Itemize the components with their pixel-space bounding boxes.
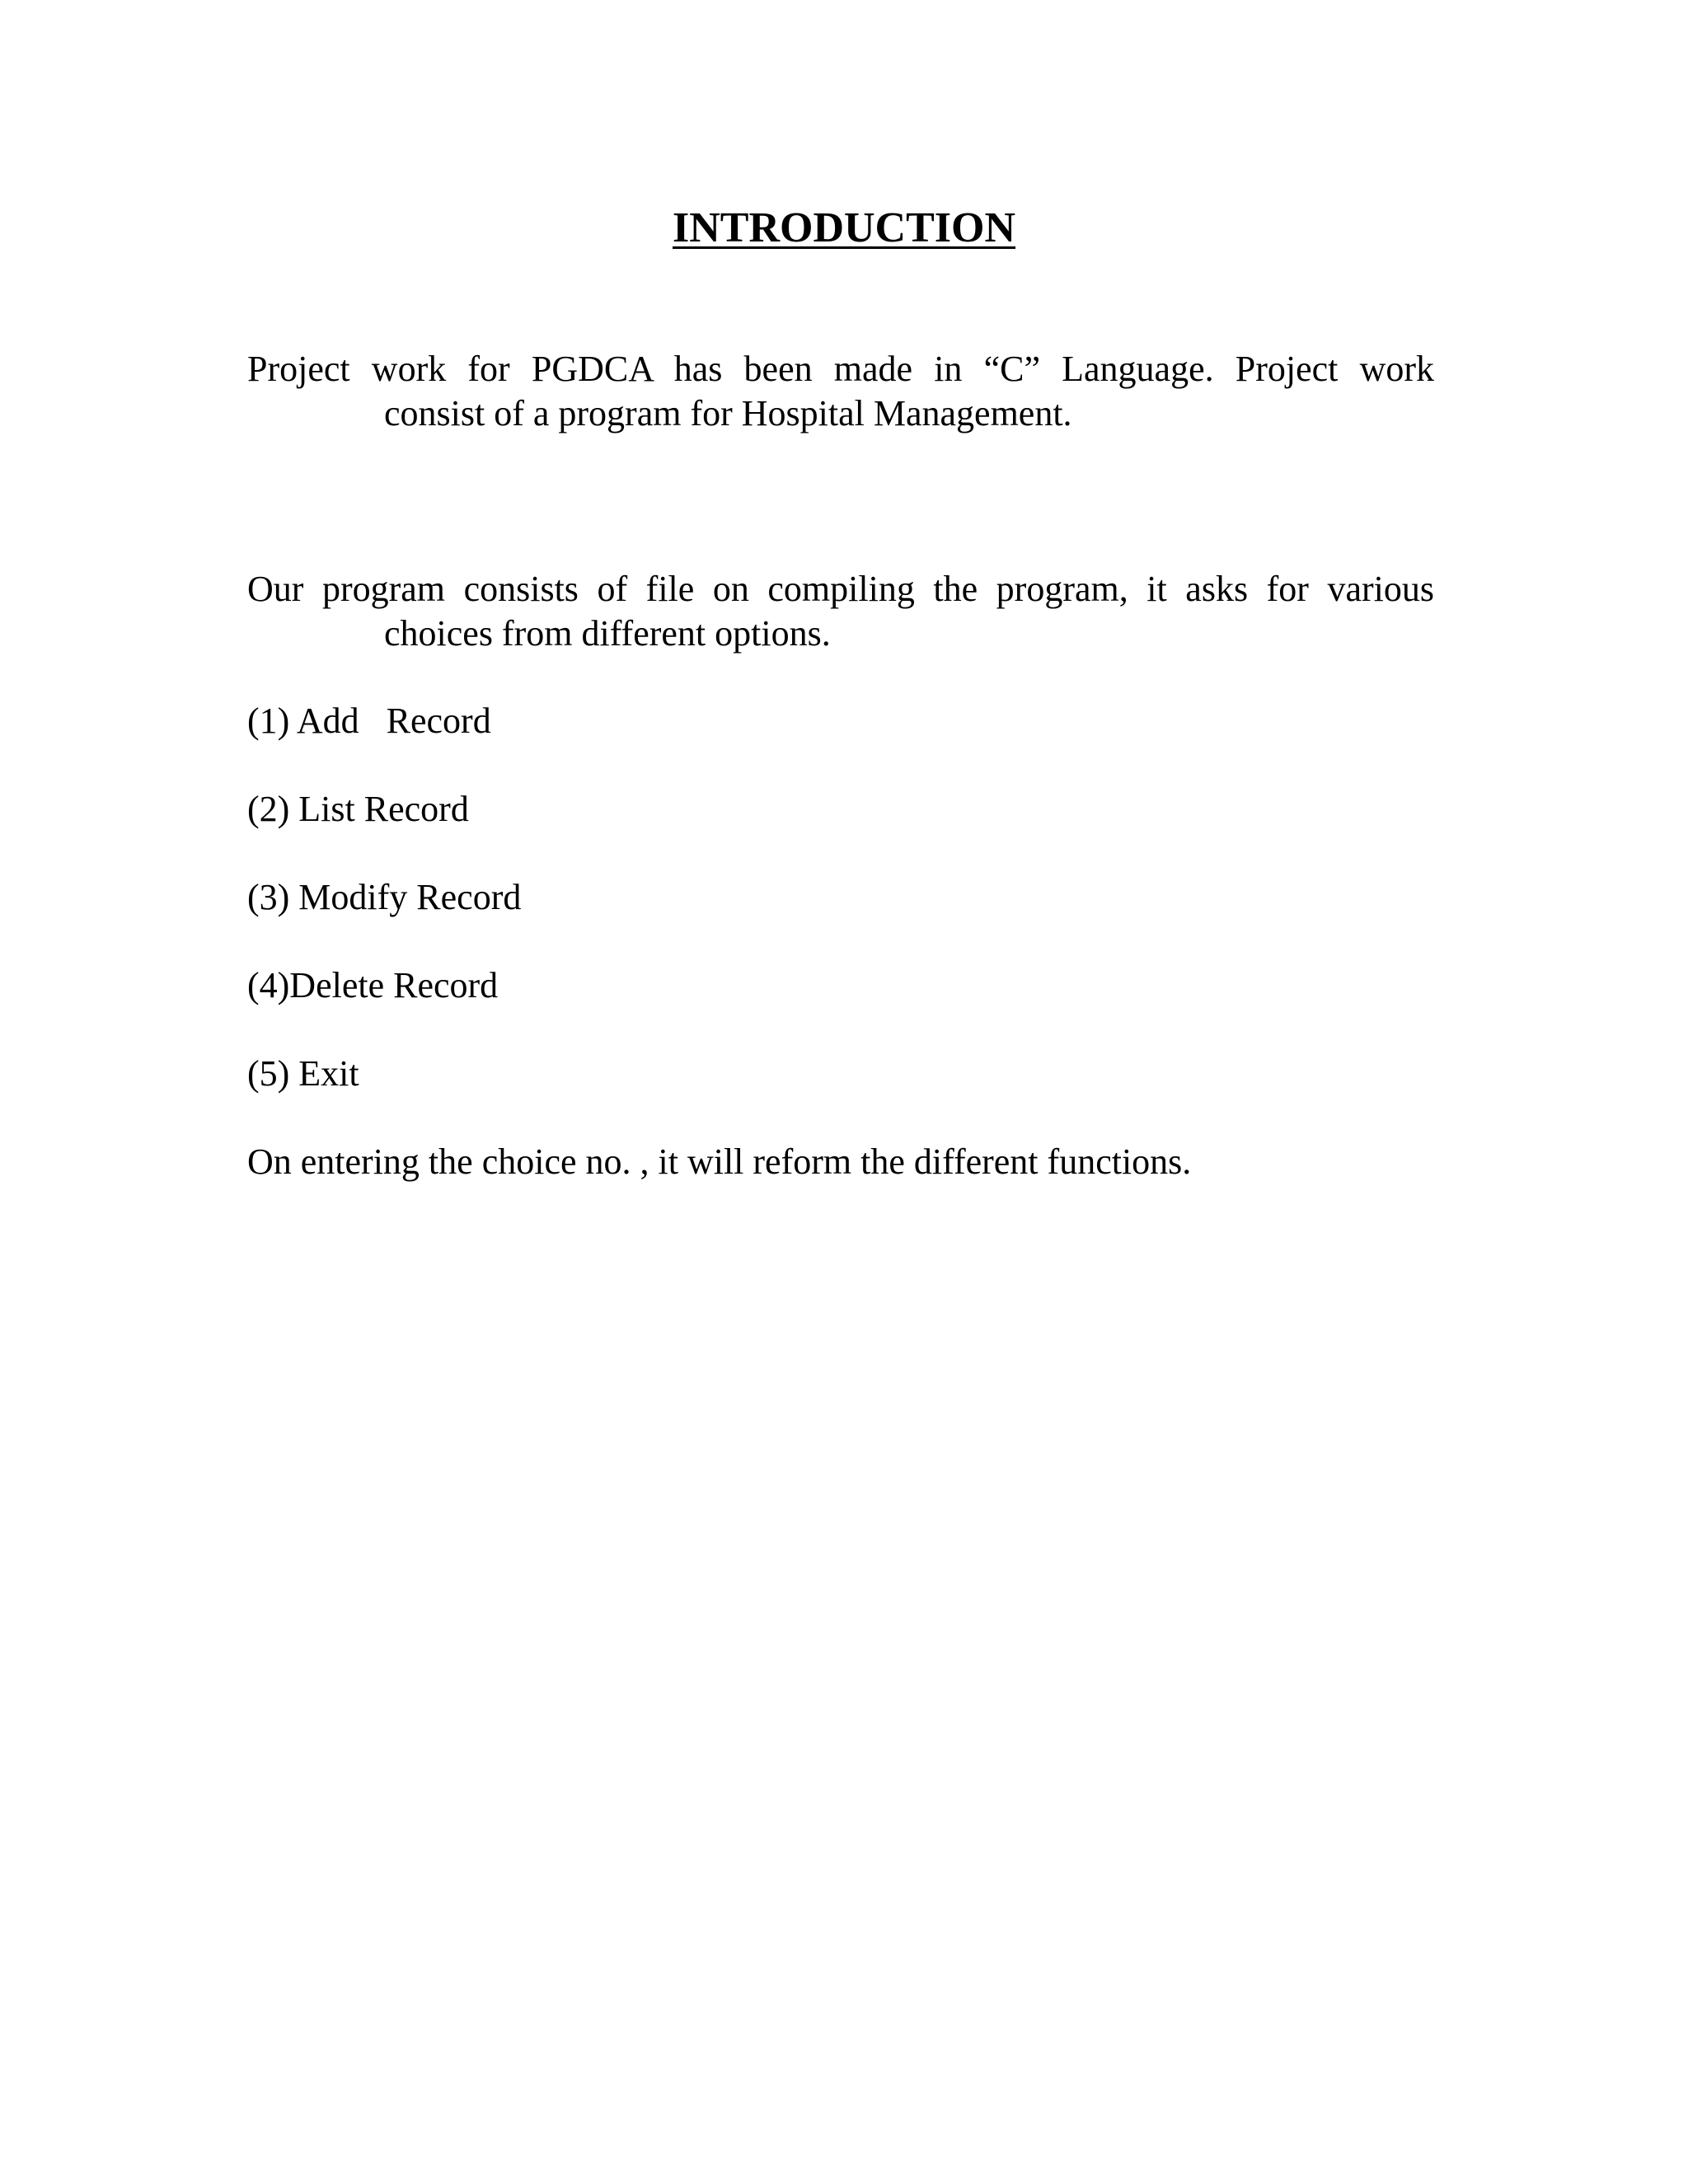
page-title: INTRODUCTION (672, 204, 1016, 251)
program-paragraph-line-1: Our program consists of file on compiling the program, it asks for various (247, 569, 1434, 609)
menu-item-exit: (5) Exit (247, 1053, 359, 1094)
menu-item-delete-record: (4)Delete Record (247, 965, 499, 1005)
intro-paragraph (247, 347, 1434, 436)
intro-paragraph-line-2: consist of a program for Hospital Management. (384, 393, 1072, 434)
program-paragraph (247, 567, 1434, 656)
menu-item-add-record: (1) Add Record (247, 701, 491, 741)
menu-item-modify-record: (3) Modify Record (247, 877, 522, 917)
menu-item-list-record: (2) List Record (247, 789, 469, 829)
program-paragraph-line-2: choices from different options. (384, 613, 831, 654)
closing-sentence: On entering the choice no. , it will reform the different functions. (247, 1141, 1192, 1182)
intro-paragraph-line-1: Project work for PGDCA has been made in “C” Language. Project work (247, 349, 1434, 389)
